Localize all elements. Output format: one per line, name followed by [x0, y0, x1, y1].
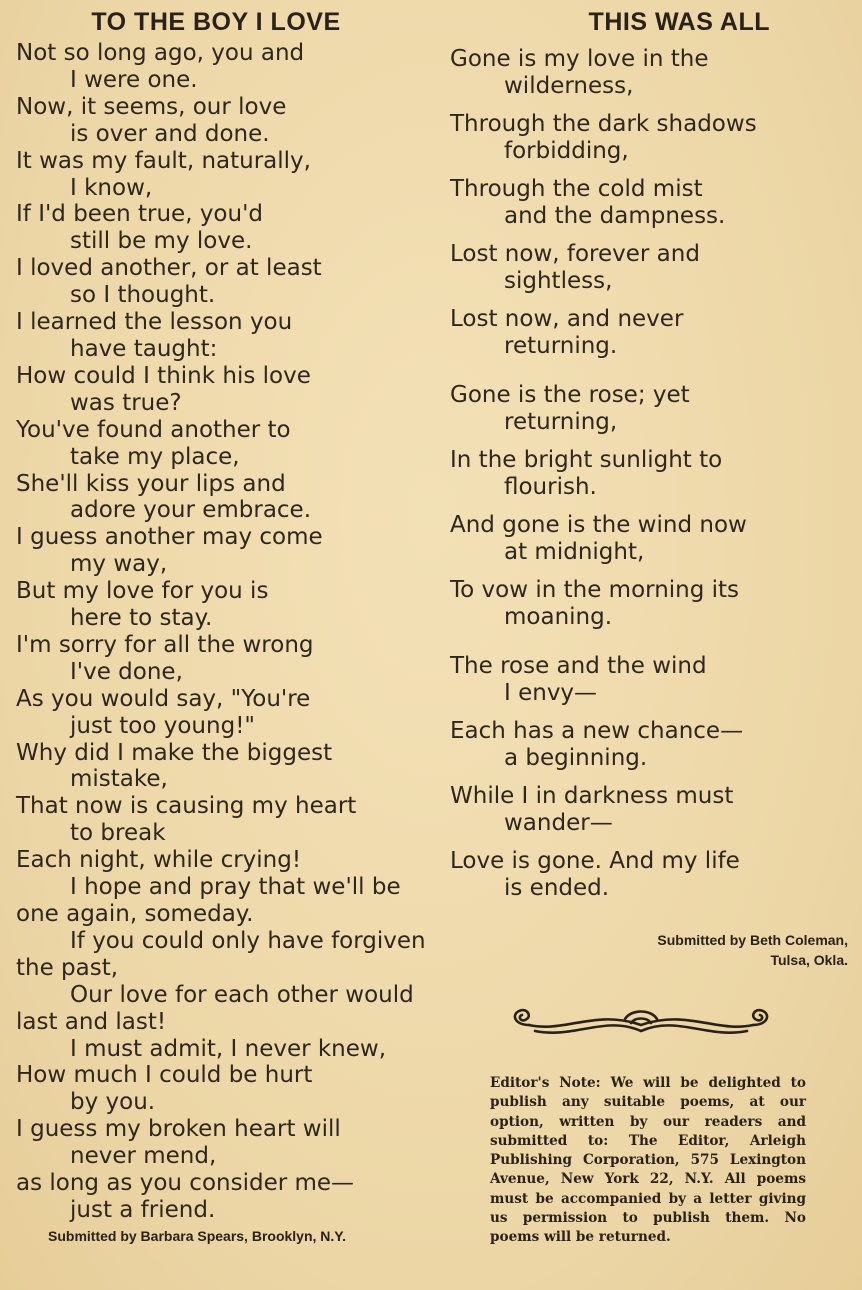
right-poem-line: Lost now, and never: [450, 306, 684, 332]
editor-note: Editor's Note: We will be delighted to publish any suitable poems, at our option, written by our readers and submitted to: The Editor, Arleigh Publishing Corporation, 575 Lexington Avenue, New York 22, N.Y. All poems must be accompanied by a letter giving us permission to publish them. No poems will be returned.: [490, 1075, 806, 1246]
right-poem-line: I envy—: [504, 680, 598, 706]
right-poem-line: Lost now, forever and: [450, 241, 700, 267]
right-poem-line: is ended.: [504, 875, 610, 901]
left-poem-line: by you.: [70, 1089, 156, 1116]
right-poem-stanza: [450, 783, 850, 837]
right-poem-stanza: [450, 306, 850, 360]
left-poem-line: She'll kiss your lips and: [16, 470, 286, 497]
scroll-ornament-icon: [505, 1003, 777, 1043]
left-poem-body: [16, 40, 426, 1224]
right-poem-line: Gone is the rose; yet: [450, 382, 690, 408]
left-poem-line: It was my fault, naturally,: [16, 147, 311, 174]
right-poem-line: at midnight,: [504, 539, 645, 565]
left-poem-line: I'm sorry for all the wrong: [16, 631, 314, 658]
right-poem-stanza: [450, 718, 850, 772]
right-poem-line: moaning.: [504, 604, 613, 630]
right-poem: [450, 6, 850, 913]
left-poem-line: have taught:: [70, 335, 218, 362]
right-poem-body: [450, 46, 850, 902]
right-poem-line: returning.: [504, 333, 618, 359]
right-poem-stanza: [450, 111, 850, 165]
left-poem-line: Why did I make the biggest: [16, 739, 333, 766]
right-poem-stanza: [450, 241, 850, 295]
left-poem-line: Not so long ago, you and: [16, 40, 305, 66]
left-poem-line: here to stay.: [70, 605, 213, 632]
right-poem-credit-name: Submitted by Beth Coleman,: [657, 932, 848, 948]
left-poem-line: Our love for each other would: [70, 981, 414, 1008]
right-poem-credit-place: Tulsa, Okla.: [770, 952, 848, 968]
right-poem-line: In the bright sunlight to: [450, 447, 723, 473]
right-poem-line: Each has a new chance—: [450, 718, 744, 744]
left-poem-line: my way,: [70, 551, 168, 578]
left-poem-line: I know,: [70, 174, 153, 201]
right-poem-line: The rose and the wind: [450, 653, 707, 679]
right-poem-line: Through the dark shadows: [450, 111, 757, 137]
left-poem-line: You've found another to: [16, 416, 291, 443]
right-poem-line: Love is gone. And my life: [450, 848, 740, 874]
left-poem-line: I loved another, or at least: [16, 255, 322, 282]
left-poem-line: Now, it seems, our love: [16, 93, 287, 120]
left-poem-line: I must admit, I never knew,: [70, 1035, 387, 1062]
left-poem-line: last and last!: [16, 1008, 167, 1035]
left-poem-line: I were one.: [70, 66, 198, 93]
left-poem-line: How much I could be hurt: [16, 1062, 313, 1089]
right-poem-stanza: [450, 447, 850, 501]
right-poem-line: wander—: [504, 810, 613, 836]
right-poem-stanza: [450, 176, 850, 230]
right-poem-line: sightless,: [504, 268, 613, 294]
left-poem-line: How could I think his love: [16, 362, 311, 389]
left-poem-line: the past,: [16, 954, 119, 981]
right-poem-stanza: [450, 382, 850, 436]
right-poem-stanza: [450, 46, 850, 100]
left-poem-line: is over and done.: [70, 120, 270, 147]
right-poem-line: To vow in the morning its: [450, 577, 740, 603]
right-poem-stanza: [450, 512, 850, 566]
right-poem-line: Through the cold mist: [450, 176, 703, 202]
left-poem-line: I guess another may come: [16, 524, 323, 551]
right-poem-line: wilderness,: [504, 73, 634, 99]
left-poem-line: one again, someday.: [16, 901, 254, 927]
right-poem-stanza: [450, 577, 850, 631]
left-poem-credit: Submitted by Barbara Spears, Brooklyn, N.Y.: [48, 1228, 346, 1244]
left-poem-line: to break: [70, 820, 166, 847]
left-poem-line: just too young!": [70, 712, 255, 739]
left-poem-line: adore your embrace.: [70, 497, 312, 524]
right-poem-line: and the dampness.: [504, 203, 726, 229]
left-poem-line: mistake,: [70, 766, 168, 793]
left-poem-line: never mend,: [70, 1143, 217, 1170]
left-poem-line: That now is causing my heart: [16, 793, 357, 820]
left-poem-line: so I thought.: [70, 282, 216, 309]
left-poem-line: As you would say, "You're: [16, 685, 311, 712]
right-poem-line: While I in darkness must: [450, 783, 734, 809]
left-poem-line: I guess my broken heart will: [16, 1116, 341, 1143]
left-poem-line: I learned the lesson you: [16, 309, 293, 336]
right-poem-line: returning,: [504, 409, 618, 435]
left-poem: [16, 6, 426, 1224]
right-poem-line: a beginning.: [504, 745, 648, 771]
left-poem-line: If you could only have forgiven: [70, 927, 426, 954]
left-poem-line: I've done,: [70, 658, 183, 685]
right-poem-line: forbidding,: [504, 138, 629, 164]
left-poem-line: But my love for you is: [16, 578, 269, 605]
left-poem-line: still be my love.: [70, 228, 253, 255]
right-poem-line: And gone is the wind now: [450, 512, 747, 538]
right-poem-line: flourish.: [504, 474, 597, 500]
left-poem-line: as long as you consider me—: [16, 1170, 355, 1197]
right-poem-credit: [590, 930, 848, 970]
left-poem-line: was true?: [70, 389, 182, 416]
right-poem-line: Gone is my love in the: [450, 46, 709, 72]
right-poem-title: THIS WAS ALL: [588, 8, 770, 36]
left-poem-line: just a friend.: [70, 1196, 216, 1223]
left-poem-line: If I'd been true, you'd: [16, 201, 264, 228]
right-poem-stanza: [450, 653, 850, 707]
right-poem-stanza: [450, 848, 850, 902]
left-poem-title: TO THE BOY I LOVE: [91, 8, 341, 36]
left-poem-line: I hope and pray that we'll be: [70, 874, 401, 901]
left-poem-line: take my place,: [70, 443, 240, 470]
left-poem-line: Each night, while crying!: [16, 847, 302, 874]
